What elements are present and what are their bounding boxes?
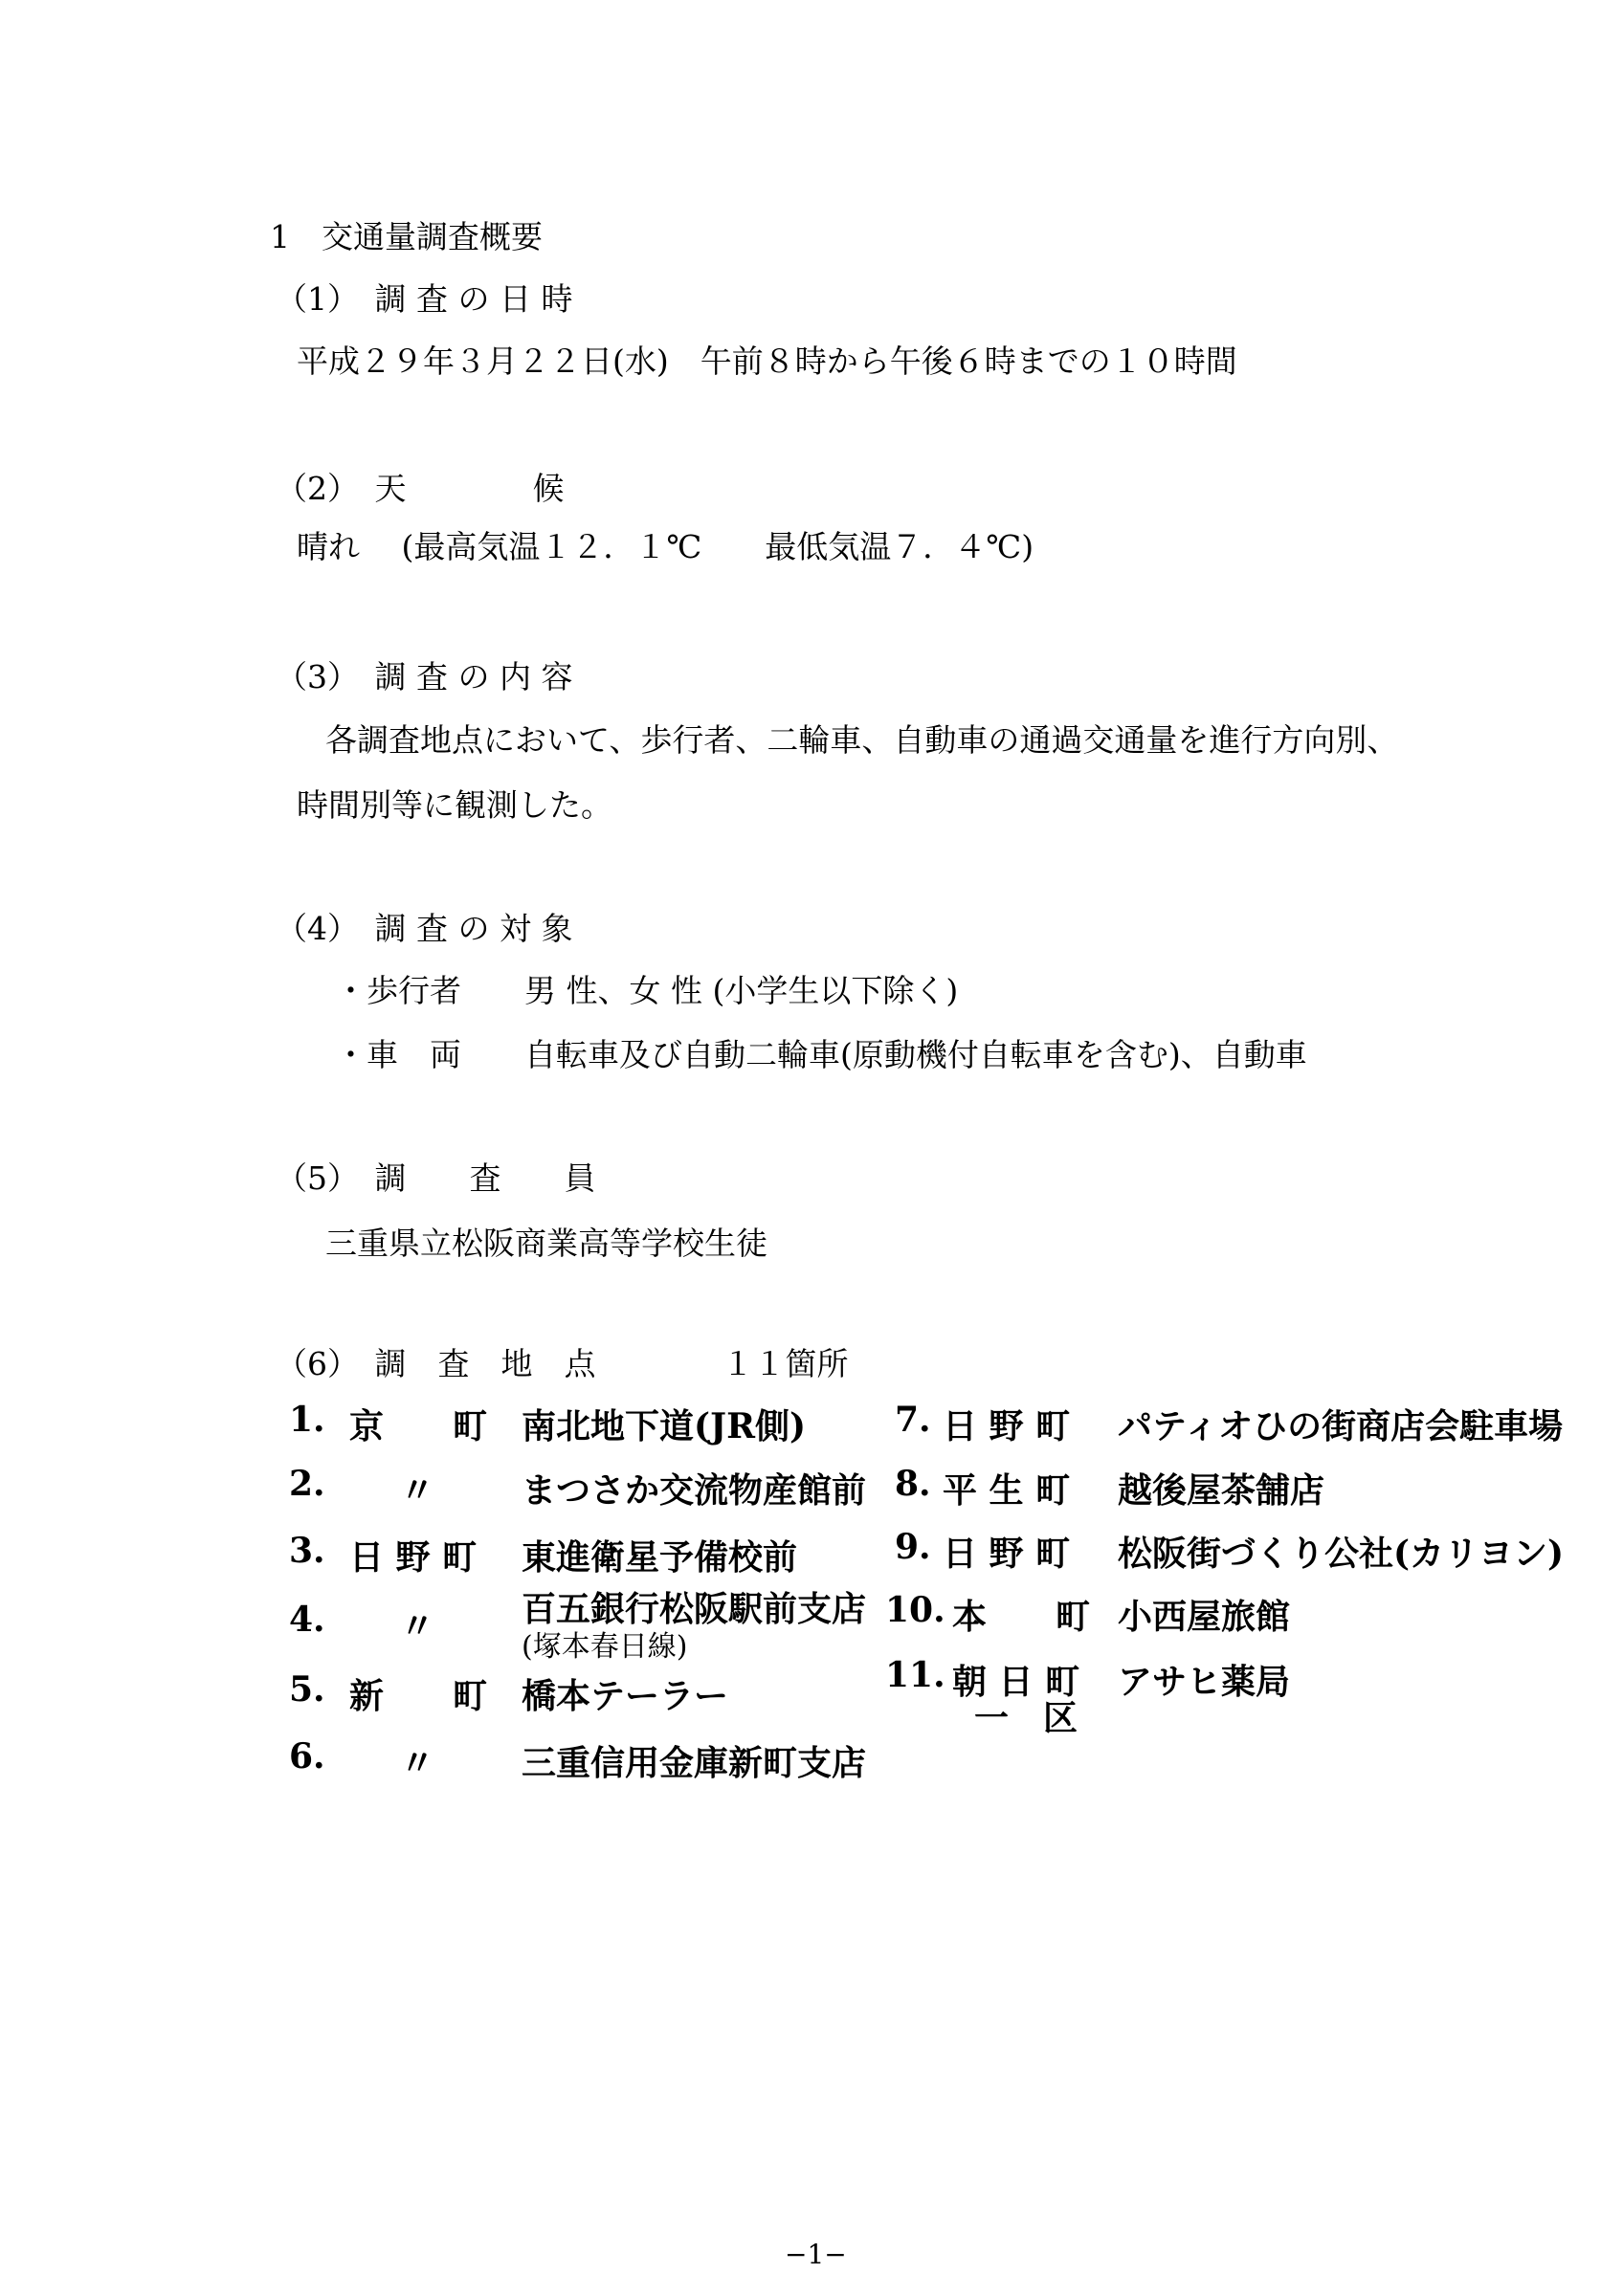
section-4-item-vehicle: ・車 両 自転車及び自動二輪車(原動機付自転車を含む)、自動車 — [335, 1036, 1307, 1073]
location-town: 〃 — [400, 1743, 435, 1783]
location-number: 9. — [895, 1527, 931, 1567]
location-place-sub: (塚本春日線) — [522, 1630, 688, 1664]
section-2-heading: （2） 天 候 — [276, 470, 565, 507]
location-place: アサヒ薬局 — [1118, 1662, 1291, 1702]
section-1-text: 平成２９年３月２２日(水) 午前８時から午後６時までの１０時間 — [297, 342, 1237, 380]
location-town: 〃 — [400, 1470, 435, 1511]
location-place: 松阪街づくり公社(カリヨン) — [1118, 1534, 1565, 1574]
location-number: 1. — [289, 1400, 325, 1440]
location-town: 新 町 — [349, 1676, 488, 1716]
location-town: 日 野 町 — [943, 1406, 1071, 1446]
section-5-heading: （5） 調 査 員 — [276, 1159, 596, 1197]
location-place: まつさか交流物産館前 — [522, 1470, 867, 1511]
location-town: 朝 日 町 — [952, 1662, 1080, 1702]
location-place: 三重信用金庫新町支店 — [522, 1743, 867, 1783]
section-3-text-line2: 時間別等に観測した。 — [297, 786, 612, 824]
location-place: 橋本テーラー — [522, 1676, 729, 1716]
location-number: 6. — [289, 1736, 325, 1777]
section-3-heading: （3） 調 査 の 内 容 — [276, 658, 573, 695]
location-town: 日 野 町 — [943, 1534, 1071, 1574]
location-number: 10. — [885, 1590, 945, 1630]
document-title: 1 交通量調査概要 — [270, 218, 543, 255]
location-number: 5. — [289, 1669, 325, 1710]
location-place: 百五銀行松阪駅前支店 — [522, 1589, 867, 1629]
location-place: 越後屋茶舗店 — [1118, 1470, 1325, 1511]
section-2-text: 晴れ (最高気温１２．１℃ 最低気温７．４℃) — [297, 528, 1034, 565]
location-place: 南北地下道(JR側) — [522, 1406, 807, 1446]
location-number: 8. — [895, 1464, 931, 1504]
location-number: 11. — [885, 1655, 945, 1695]
section-5-text: 三重県立松阪商業高等学校生徒 — [325, 1225, 767, 1262]
location-place: 小西屋旅館 — [1118, 1597, 1291, 1637]
location-number: 2. — [289, 1464, 325, 1504]
section-4-heading: （4） 調 査 の 対 象 — [276, 910, 573, 947]
location-number: 7. — [895, 1400, 931, 1440]
location-town: 日 野 町 — [349, 1537, 478, 1578]
location-town: 平 生 町 — [943, 1470, 1071, 1511]
location-place: 東進衛星予備校前 — [522, 1537, 798, 1578]
location-number: 3. — [289, 1531, 325, 1571]
location-town: 本 町 — [952, 1597, 1091, 1637]
page-number: −1− — [785, 2239, 847, 2270]
section-1-heading: （1） 調 査 の 日 時 — [276, 280, 573, 318]
location-town-sub: 一 区 — [974, 1698, 1078, 1738]
section-3-text-line1: 各調査地点において、歩行者、二輪車、自動車の通過交通量を進行方向別、 — [325, 721, 1399, 759]
section-6-heading: （6） 調 査 地 点 １１箇所 — [276, 1345, 849, 1382]
section-4-item-pedestrian: ・歩行者 男 性、女 性 (小学生以下除く) — [335, 972, 959, 1009]
location-town: 京 町 — [349, 1406, 488, 1446]
location-place: パティオひの街商店会駐車場 — [1118, 1406, 1564, 1446]
location-number: 4. — [289, 1600, 325, 1640]
location-town: 〃 — [400, 1606, 435, 1646]
